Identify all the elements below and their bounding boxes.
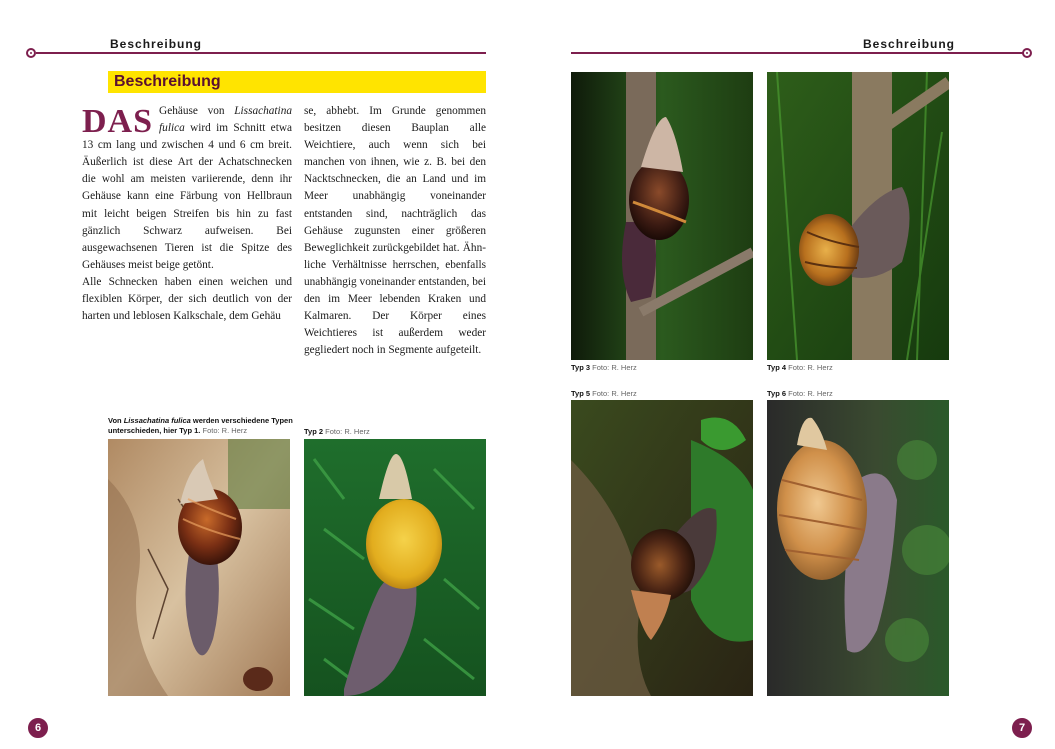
photo-snail-typ-3 <box>571 72 753 360</box>
page-number-7: 7 <box>1012 718 1032 738</box>
photo-snail-typ-4 <box>767 72 949 360</box>
drop-cap: DAS <box>82 103 154 140</box>
paragraph-2: Alle Schnecken haben einen weichen und flexiblen Körper, der sich deutlich von der harten und leblosen Kalkschale, dem Gehäu <box>82 275 292 323</box>
caption-typ-5: Typ 5 Foto: R. Herz <box>571 389 637 398</box>
section-title: Beschreibung <box>108 71 486 93</box>
rule-ornament-left <box>26 48 36 58</box>
caption-typ-3: Typ 3 Foto: R. Herz <box>571 363 637 372</box>
text-column-1 <box>82 103 292 325</box>
rule-ornament-right <box>1022 48 1032 58</box>
running-head-right: Beschreibung <box>863 37 956 51</box>
page-number-6: 6 <box>28 718 48 738</box>
header-rule-right <box>571 52 1023 54</box>
caption-typ-4: Typ 4 Foto: R. Herz <box>767 363 833 372</box>
running-head-left: Beschreibung <box>110 37 203 51</box>
photo-snail-typ-2 <box>304 439 486 696</box>
header-rule-left <box>36 52 486 54</box>
photo-snail-typ-5 <box>571 400 753 696</box>
caption-typ-2: Typ 2 Foto: R. Herz <box>304 427 370 436</box>
paragraph-1: DAS Gehäuse von Lissachatina fulica wird im Schnitt etwa 13 cm lang und zwischen 4 und 6 cm breit. Äußerlich ist diese Art der Achatschnecken die wohl am meisten variierende, denn ihr Gehäuse kann eine Färbung von Hellbraun mit leicht beigen Streifen bis hin zu fast gänzlich Schwarz aufweisen. Bei ausgewachsenen Tieren ist die Spitze des Gehäuses meist beige getönt. <box>82 103 292 271</box>
photo-snail-typ-6 <box>767 400 949 696</box>
text-column-2: se, abhebt. Im Grunde genommen besitzen diesen Bauplan alle Weichtiere, auch wenn sich bei manchen von ihnen, wie z. B. bei den Nacktschnecken, die an Land und im Meer unabhängig voneinander entstanden sind, nachträglich das Gehäuse zugunsten einer größeren Beweglichkeit zurückgebildet hat. Ähnliche Verhältnisse herrschen, ebenfalls unabhängig voneinander entstanden, bei den im Meer lebenden Kraken und Kalmaren. Der Körper eines Weichtieres ist außerdem weder gegliedert noch in Segmente aufgeteilt. <box>304 105 486 357</box>
caption-typ-1: Von Lissachatina fulica werden verschiedene Typen unterschieden, hier Typ 1. Foto: R. Herz <box>108 416 293 435</box>
photo-snail-typ-1 <box>108 439 290 696</box>
caption-typ-6: Typ 6 Foto: R. Herz <box>767 389 833 398</box>
